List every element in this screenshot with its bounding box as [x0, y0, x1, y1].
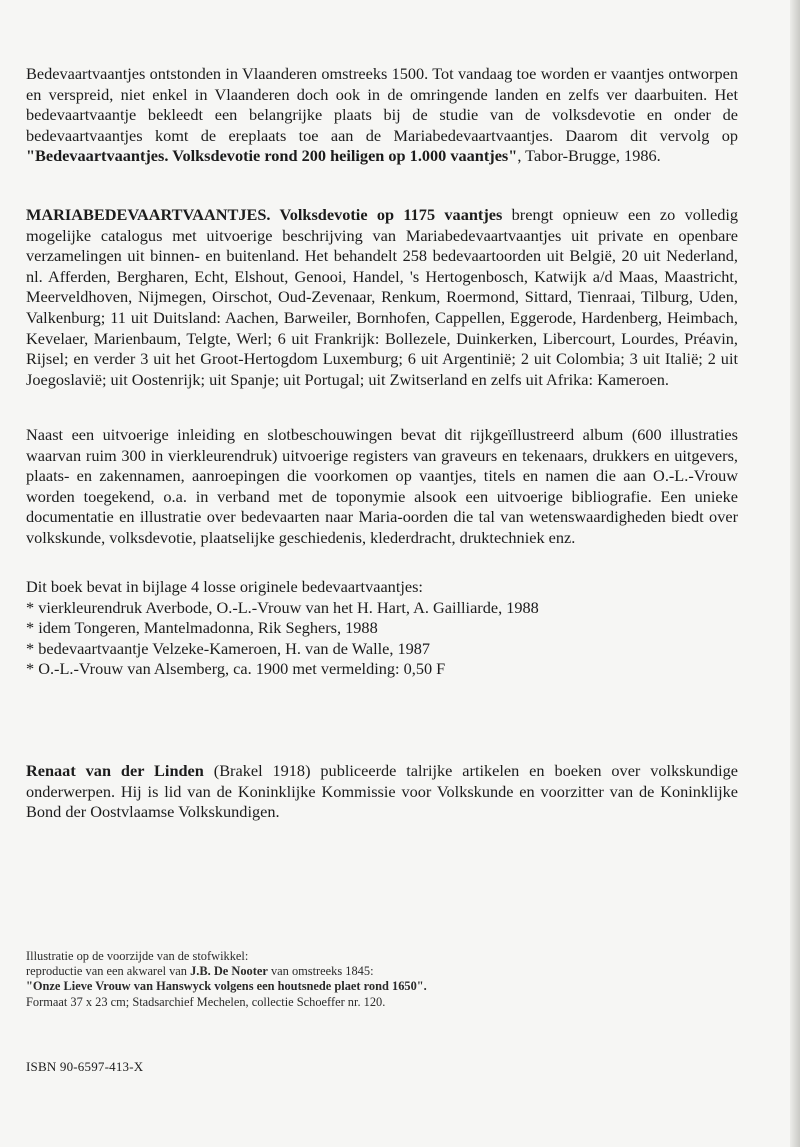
artwork-title: "Onze Lieve Vrouw van Hanswyck volgens een houtsnede plaet rond 1650". — [26, 979, 427, 994]
intro-text: Bedevaartvaantjes ontstonden in Vlaanderen omstreeks 1500. Tot vandaag toe worden er vaantjes ontworpen en verspreid, niet enkel in Vlaanderen doch ook in de omringende landen en zelfs ver daarbuiten. Het bedevaartvaantje bekleedt een belangrijke plaats bij de studie van de volksdevotie en onder de bedevaartvaantjes komt de ereplaats toe aan de Mariabedevaartvaantjes. Daarom dit vervolg op — [26, 64, 738, 145]
caption-line — [26, 979, 738, 994]
list-item: * O.-L.-Vrouw van Alsemberg, ca. 1900 met vermelding: 0,50 F — [26, 659, 446, 679]
contents-paragraph: Naast een uitvoerige inleiding en slotbeschouwingen bevat dit rijkgeïllustreerd album (600 illustraties waarvan ruim 300 in vierkleurendruk) uitvoerige registers van graveurs en tekenaars, drukkers en uitgevers, plaats- en zakennamen, aanroepingen die voorkomen op vaantjes, titels en namen die aan O.-L.-Vrouw worden toegekend, o.a. in verband met de toponymie alsook een uitvoerige bibliografie. Een unieke documentatie en illustratie over bedevaarten naar Maria-oorden die tal van wetenswaardigheden biedt over volkskunde, volksdevotie, plaatselijke geschiedenis, klederdracht, druktechniek enz. — [26, 425, 738, 547]
supplement-section — [26, 577, 738, 680]
supplement-heading: Dit boek bevat in bijlage 4 losse originele bedevaartvaantjes: — [26, 577, 423, 596]
intro-text-end: , Tabor-Brugge, 1986. — [517, 146, 661, 166]
illustration-caption — [26, 949, 738, 1010]
book-description-paragraph — [26, 205, 738, 390]
list-item: * vierkleurendruk Averbode, O.-L.-Vrouw van het H. Hart, A. Gailliarde, 1988 — [26, 597, 539, 617]
book-title: MARIABEDEVAARTVAANTJES. Volksdevotie op 1175 vaantjes — [26, 205, 503, 224]
book-description-text: brengt opnieuw een zo volledig mogelijke catalogus met uitvoerige beschrijving van Mariabedevaartvaantjes uit private en openbare verzamelingen uit binnen- en buitenland. Het behandelt 258 bedevaartoorden uit België, 20 uit Nederland, nl. Afferden, Bergharen, Echt, Elshout, Genooi, Handel, 's Hertogenbosch, Katwijk a/d Maas, Maastricht, Meerveldhoven, Nijmegen, Oirschot, Oud-Zevenaar, Renkum, Roermond, Sittard, Tienraai, Tilburg, Uden, Valkenburg; 11 uit Duitsland: Aachen, Barweiler, Bornhofen, Cappellen, Eggerode, Hardenberg, Heimbach, Kevelaer, Marienbaum, Telgte, Werl; 6 uit Frankrijk: Bollezele, Duinkerken, Libercourt, Lourdes, Préavin, Rijsel; en verder 3 uit het Groot-Hertogdom Luxemburg; 6 uit Argentinië; 2 uit Colombia; 3 uit Italië; 2 uit Joegoslavië; uit Oostenrijk; uit Spanje; uit Portugal; uit Zwitserland en zelfs uit Afrika: Kameroen. — [26, 205, 738, 389]
supplement-list — [26, 598, 738, 680]
page-edge-shadow — [790, 0, 800, 1147]
list-item: * bedevaartvaantje Velzeke-Kameroen, H. van de Walle, 1987 — [26, 638, 431, 658]
author-paragraph — [26, 761, 738, 823]
caption-line: Formaat 37 x 23 cm; Stadsarchief Mechelen, collectie Schoeffer nr. 120. — [26, 994, 386, 1009]
list-item: * idem Tongeren, Mantelmadonna, Rik Seghers, 1988 — [26, 618, 378, 638]
author-name: Renaat van der Linden — [26, 761, 204, 780]
intro-paragraph — [26, 64, 738, 167]
isbn-number: ISBN 90-6597-413-X — [26, 1059, 144, 1074]
intro-book-title: "Bedevaartvaantjes. Volksdevotie rond 200 heiligen op 1.000 vaantjes" — [26, 146, 518, 166]
caption-line: Illustratie op de voorzijde van de stofwikkel: — [26, 949, 249, 963]
author-bio-text: (Brakel 1918) publiceerde talrijke artikelen en boeken over volkskundige onderwerpen. Hij is lid van de Koninklijke Kommissie voor Volkskunde en voorzitter van de Koninklijke Bond der Oostvlaamse Volkskundigen. — [26, 761, 739, 822]
painter-name: J.B. De Nooter — [190, 964, 268, 979]
caption-line: reproductie van een akwarel van J.B. De Nooter van omstreeks 1845: — [26, 964, 374, 979]
